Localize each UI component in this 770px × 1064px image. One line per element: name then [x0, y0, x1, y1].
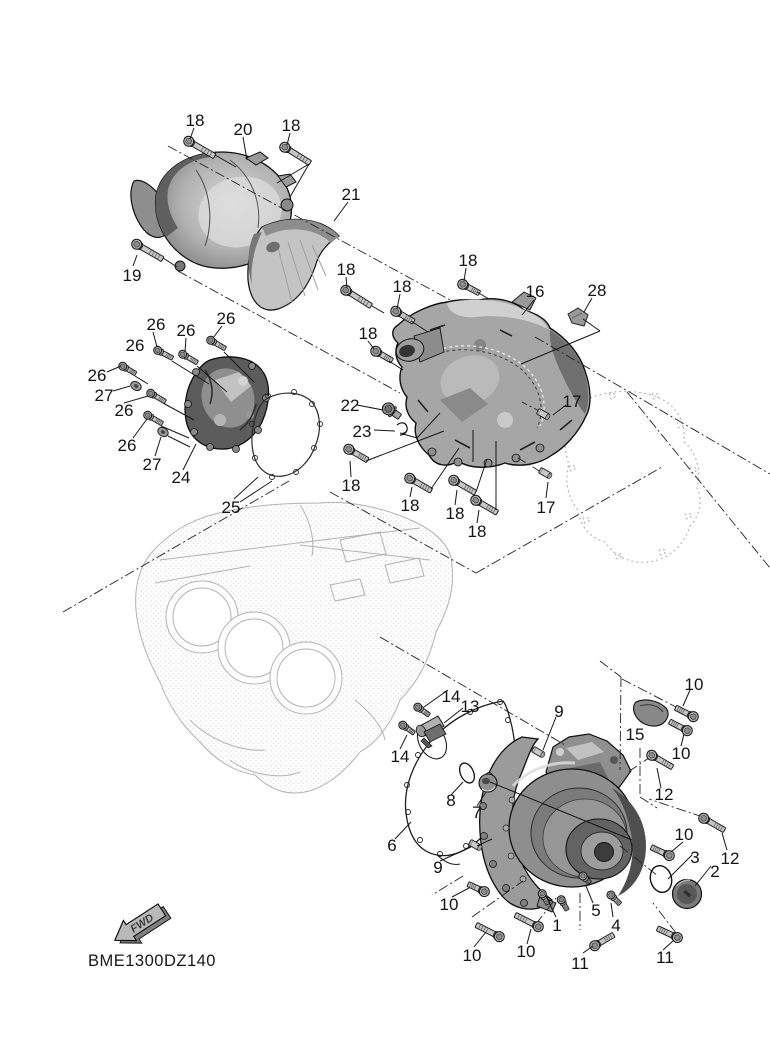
leader-line: [474, 932, 486, 947]
part-15-holder: [634, 700, 669, 726]
leader-line: [334, 202, 348, 221]
leader-line: [133, 255, 137, 266]
part-callout-4: 4: [611, 916, 621, 935]
screw-icon: [117, 361, 137, 377]
leader-line: [395, 822, 411, 839]
leader-line: [695, 866, 711, 886]
part-callout-9: 9: [433, 858, 443, 877]
part-callout-14: 14: [390, 747, 410, 766]
screw-icon: [205, 335, 227, 352]
bolt-icon: [474, 920, 506, 943]
leader-line: [234, 477, 258, 499]
part-callout-10: 10: [674, 825, 694, 844]
leader-line: [163, 258, 177, 267]
part-callout-26: 26: [114, 401, 134, 420]
bolt-icon: [339, 283, 374, 310]
part-callout-2: 2: [710, 862, 720, 881]
part-callout-18: 18: [336, 260, 356, 279]
part-callout-18: 18: [445, 504, 465, 523]
leader-line: [584, 298, 592, 312]
part-callout-15: 15: [625, 725, 645, 744]
part-callout-12: 12: [720, 849, 740, 868]
part-callout-14: 14: [441, 687, 461, 706]
part-callout-26: 26: [146, 315, 166, 334]
screw-icon: [177, 349, 199, 366]
leader-line: [185, 338, 186, 352]
leader-line: [153, 332, 157, 347]
part-23-clamp: [397, 423, 407, 435]
screw-icon: [397, 720, 416, 737]
part-callout-18: 18: [392, 277, 412, 296]
part-8-oring: [457, 761, 478, 786]
leader-line: [240, 481, 272, 502]
part-callout-3: 3: [690, 848, 700, 867]
leader-line: [107, 366, 121, 372]
bolt-icon: [278, 140, 313, 167]
part-callout-22: 22: [340, 396, 360, 415]
part-callout-13: 13: [460, 697, 480, 716]
leader-line: [183, 444, 196, 470]
bolt-icon: [469, 493, 500, 517]
part-callout-18: 18: [358, 324, 378, 343]
part-16-crankcase-cover-3: [393, 292, 590, 467]
part-callout-5: 5: [591, 901, 601, 920]
part-callout-10: 10: [516, 942, 536, 961]
leader-line: [440, 847, 471, 861]
fwd-arrow: [108, 898, 173, 954]
assembly-axis-line: [600, 661, 621, 677]
leader-line: [583, 319, 600, 331]
part-callout-19: 19: [122, 266, 142, 285]
fwd-label: FWD: [128, 911, 156, 936]
part-callout-26: 26: [216, 309, 236, 328]
part-callout-11: 11: [656, 948, 674, 967]
part-callout-27: 27: [142, 455, 162, 474]
part-callout-9: 9: [554, 702, 564, 721]
collar-icon: [156, 426, 170, 439]
part-callout-7: 7: [472, 803, 482, 822]
bolt-icon: [655, 924, 684, 944]
part-callout-18: 18: [185, 111, 205, 130]
part-callout-16: 16: [525, 282, 545, 301]
leader-line: [722, 833, 727, 850]
bolt-icon: [342, 442, 370, 464]
part-callout-26: 26: [125, 336, 145, 355]
screw-icon: [145, 388, 167, 405]
leader-line: [155, 437, 161, 456]
bolt-icon: [697, 811, 727, 834]
part-callout-10: 10: [671, 744, 691, 763]
part-callout-6: 6: [387, 836, 397, 855]
screw-icon: [152, 345, 174, 362]
part-callout-17: 17: [562, 392, 582, 411]
assembly-axis-line: [627, 392, 770, 568]
part-callout-23: 23: [352, 422, 372, 441]
leader-line: [543, 717, 556, 750]
part-callout-8: 8: [446, 791, 456, 810]
part-callout-17: 17: [536, 498, 556, 517]
leader-line: [403, 434, 417, 438]
bolt-icon: [456, 278, 482, 298]
part-callout-27: 27: [94, 386, 114, 405]
bolt-icon: [649, 843, 676, 863]
part-callout-18: 18: [400, 496, 420, 515]
bolt-icon: [673, 703, 700, 723]
leader-line: [113, 386, 130, 391]
part-callout-11: 11: [571, 954, 589, 973]
part-callout-1: 1: [552, 916, 562, 935]
part-3-oring: [647, 863, 674, 895]
leader-line: [374, 430, 395, 431]
part-21-cover-2: [248, 219, 339, 310]
leader-line: [357, 405, 383, 410]
leader-line: [372, 306, 384, 313]
part-callout-10: 10: [439, 895, 459, 914]
part-callout-25: 25: [221, 498, 241, 517]
assembly-axis-line: [476, 467, 662, 573]
part-24-pickup-cover: [185, 357, 270, 453]
screw-icon: [605, 889, 623, 907]
drawing-code: BME1300DZ140: [88, 952, 216, 970]
part-callout-10: 10: [462, 946, 482, 965]
bolt-icon: [403, 471, 434, 495]
leader-line: [168, 436, 190, 447]
screw-icon: [142, 410, 164, 427]
part-callout-28: 28: [587, 281, 607, 300]
bolt-icon: [466, 879, 491, 898]
part-callout-10: 10: [684, 675, 704, 694]
leader-line: [477, 292, 489, 299]
collar-icon: [129, 380, 143, 393]
leader-line: [611, 903, 613, 917]
bolt-icon: [513, 910, 545, 933]
part-callout-26: 26: [87, 366, 107, 385]
part-callout-18: 18: [341, 476, 361, 495]
screw-icon: [556, 894, 571, 912]
leader-line: [455, 490, 457, 505]
part-callout-26: 26: [117, 436, 137, 455]
part-callout-18: 18: [458, 251, 478, 270]
leader-line: [350, 461, 351, 477]
part-callout-21: 21: [341, 185, 361, 204]
part-1-clutch-cover: [480, 734, 647, 912]
part-7-cap: [479, 774, 497, 792]
part-callout-12: 12: [654, 785, 674, 804]
part-callout-18: 18: [467, 522, 487, 541]
part-callout-26: 26: [176, 321, 196, 340]
leader-line: [546, 482, 548, 498]
assembly-axis-line: [432, 876, 463, 895]
part-callout-20: 20: [233, 120, 253, 139]
part-callout-24: 24: [171, 468, 191, 487]
dowel-pin-icon: [538, 467, 553, 479]
bolt-icon: [447, 473, 478, 497]
bolt-icon: [645, 748, 675, 771]
part-callout-18: 18: [281, 116, 301, 135]
plug-bolt-icon: [380, 400, 403, 421]
